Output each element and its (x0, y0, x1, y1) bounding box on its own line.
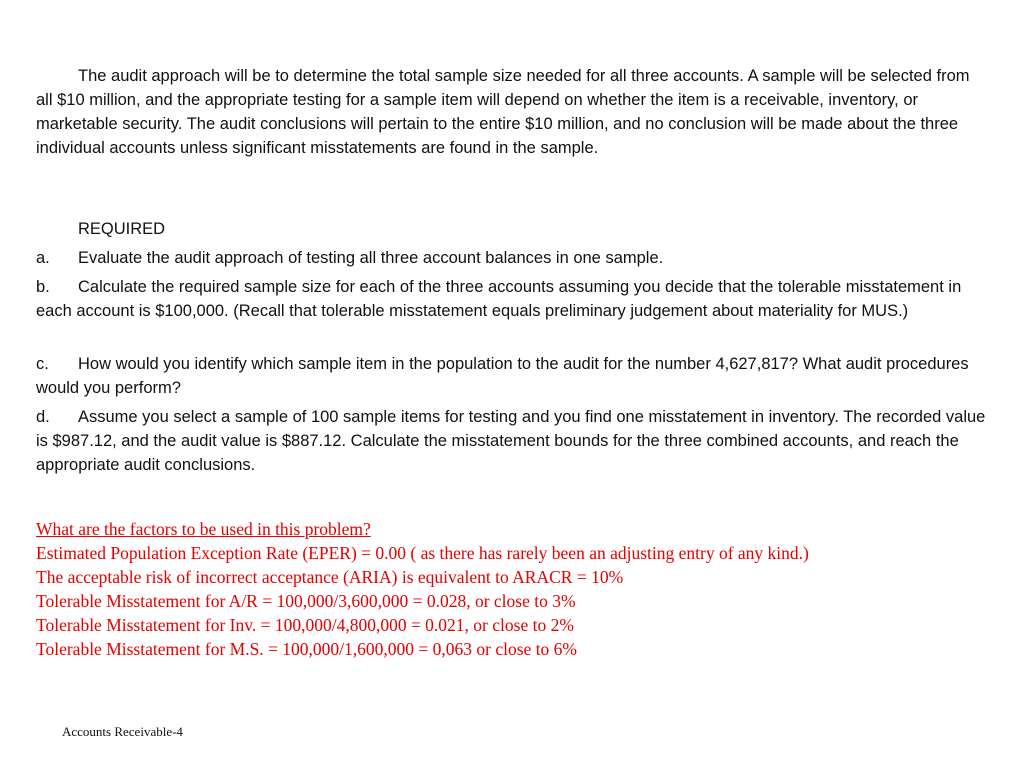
item-letter: c. (36, 355, 49, 373)
required-heading: REQUIRED (78, 220, 166, 238)
factor-tm-inv: Tolerable Misstatement for Inv. = 100,000/4,800,000 = 0.021, or close to 2% (36, 615, 574, 635)
item-text: Calculate the required sample size for each of the three accounts assuming you decide that the tolerable misstatement in each account is $100,000. (Recall that tolerable misstatement equals preliminary judgement about materiality for MUS.) (36, 278, 962, 320)
factor-tm-ms: Tolerable Misstatement for M.S. = 100,000/1,600,000 = 0,063 or close to 6% (36, 639, 578, 659)
factor-tm-ar: Tolerable Misstatement for A/R = 100,000/3,600,000 = 0.028, or close to 3% (36, 591, 576, 611)
item-letter: d. (36, 408, 50, 426)
required-item-a (36, 246, 986, 270)
required-item-c (36, 352, 986, 400)
factors-block (36, 517, 996, 661)
factor-eper: Estimated Population Exception Rate (EPER) = 0.00 ( as there has rarely been an adjusting entry of any kind.) (36, 543, 809, 563)
item-letter: a. (36, 249, 50, 267)
required-item-d (36, 405, 986, 477)
item-text: How would you identify which sample item in the population to the audit for the number 4,627,817? What audit procedures would you perform? (36, 355, 969, 397)
item-text: Assume you select a sample of 100 sample items for testing and you find one misstatement in inventory. The recorded value is $987.12, and the audit value is $887.12. Calculate the misstatement bounds for the three combined accounts, and reach the appropriate audit conclusions. (36, 408, 986, 474)
factor-aria: The acceptable risk of incorrect acceptance (ARIA) is equivalent to ARACR = 10% (36, 567, 624, 587)
intro-paragraph: The audit approach will be to determine the total sample size needed for all three accounts. A sample will be selected from all $10 million, and the appropriate testing for a sample item will depend on whether the item is a receivable, inventory, or marketable security. The audit conclusions will pertain to the entire $10 million, and no conclusion will be made about the three individual accounts unless significant misstatements are found in the sample. (36, 67, 970, 157)
item-letter: b. (36, 278, 50, 296)
required-item-b (36, 275, 986, 323)
item-text: Evaluate the audit approach of testing all three account balances in one sample. (78, 249, 664, 267)
slide-footer: Accounts Receivable-4 (62, 724, 183, 739)
factors-question: What are the factors to be used in this problem? (36, 519, 371, 539)
